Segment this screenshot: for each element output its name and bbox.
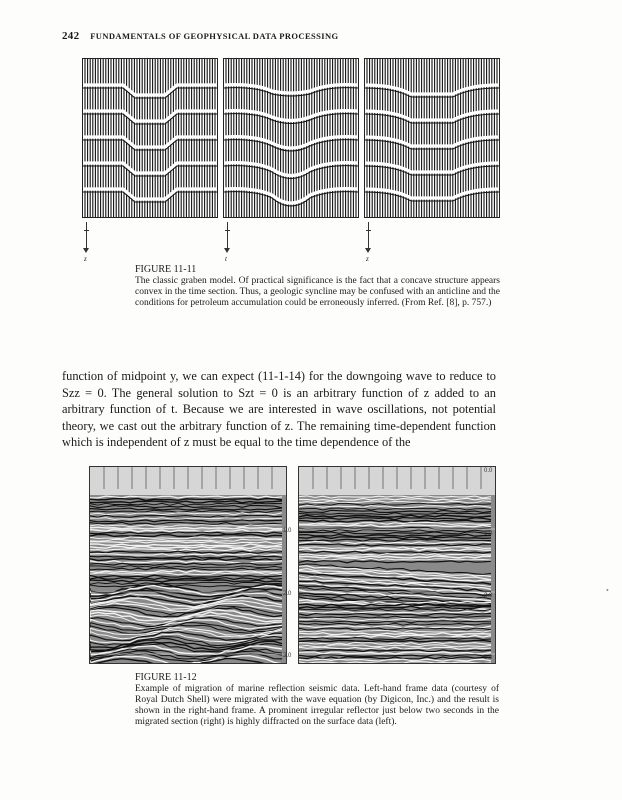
graben-migrated-plot xyxy=(365,59,499,217)
figure-11-12-caption: Example of migration of marine reflection seismic data. Left-hand frame data (courtesy of Royal Dutch Shell) were migrated with the wave equation (by Digicon, Inc.) and the result is shown in the right-hand frame. A prominent irregular reflector just below two seconds in the migrated section (right) is highly diffracted on the surface data (left). xyxy=(135,684,499,727)
time-label-right-2: 2.0 xyxy=(484,593,493,599)
time-label-left-2: 2.0 xyxy=(283,591,292,597)
time-label-left-3: 3.0 xyxy=(283,653,292,659)
time-label-right-0: 0.0 xyxy=(484,468,493,474)
seismic-section-migrated xyxy=(298,466,496,664)
seismic-traces-right xyxy=(299,467,495,663)
axis-label-z-left: z xyxy=(84,255,87,263)
axis-label-z-right: z xyxy=(366,255,369,263)
graben-panel-depth-left xyxy=(82,58,218,218)
figure-11-11-caption: The classic graben model. Of practical significance is the fact that a concave structure appears convex in the time section. Thus, a geologic syncline may be confused with an anticline and the conditions for petroleum accumulation could be erroneously inferred. (From Ref. [8], p. 757.) xyxy=(135,276,500,308)
scan-margin-mark: • xyxy=(606,586,609,595)
figure-11-12-title: FIGURE 11-12 xyxy=(135,672,197,683)
figure-11-12-caption-block xyxy=(135,672,499,728)
figure-11-11-title: FIGURE 11-11 xyxy=(135,264,197,275)
graben-panel-time xyxy=(223,58,359,218)
running-title: FUNDAMENTALS OF GEOPHYSICAL DATA PROCESSING xyxy=(90,31,339,41)
graben-model-plot xyxy=(83,59,217,217)
time-label-right-3: 3.0 xyxy=(484,655,493,661)
time-label-right-1: 1.0 xyxy=(484,531,493,537)
page-number: 242 xyxy=(62,30,80,42)
axis-label-t: t xyxy=(225,255,227,263)
body-paragraph xyxy=(62,368,496,451)
body-paragraph-text: function of midpoint y, we can expect (11-1-14) for the downgoing wave to reduce to Szz = 0. The general solution to Szt = 0 is an arbitrary function of z added to an arbitrary function of t. Because we are interested in wave oscillations, not potential theory, we cast out the arbitrary function of z. The remaining time-dependent function which is independent of z must be equal to the time dependence of the xyxy=(62,369,496,450)
down-arrow-icon xyxy=(365,248,371,253)
down-arrow-icon xyxy=(83,248,89,253)
graben-panel-depth-right xyxy=(364,58,500,218)
graben-time-section-plot xyxy=(224,59,358,217)
seismic-traces-left xyxy=(90,467,286,663)
figure-11-11-caption-block xyxy=(135,264,500,309)
down-arrow-icon xyxy=(224,248,230,253)
time-label-left-1: 1.0 xyxy=(283,528,292,534)
seismic-section-unmigrated xyxy=(89,466,287,664)
running-header xyxy=(62,30,339,42)
